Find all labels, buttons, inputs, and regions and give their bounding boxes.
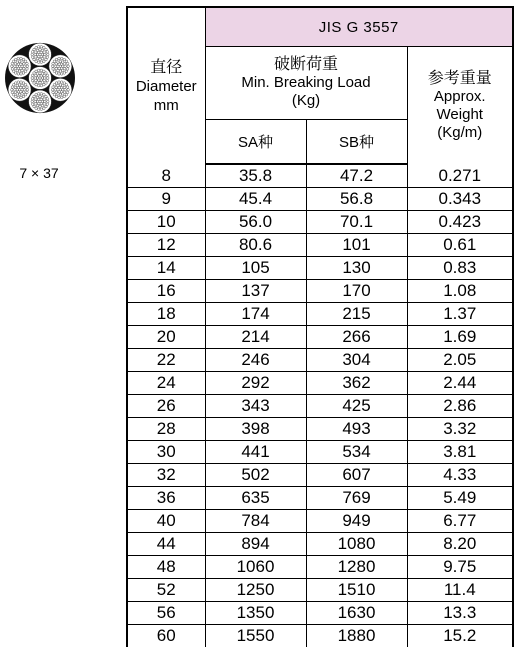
sa-load-cell: 246	[205, 349, 306, 372]
breaking-load-header-en: Min. Breaking Load	[241, 74, 371, 91]
diameter-cell: 20	[127, 326, 205, 349]
weight-cell: 1.37	[407, 303, 513, 326]
diameter-cell: 18	[127, 303, 205, 326]
weight-cell: 2.44	[407, 372, 513, 395]
sa-load-cell: 441	[205, 441, 306, 464]
weight-header-en1: Approx.	[433, 87, 486, 105]
sa-load-cell: 784	[205, 510, 306, 533]
table-row	[127, 510, 513, 533]
table-row	[127, 280, 513, 303]
sb-load-cell: 170	[306, 280, 407, 303]
diameter-cell: 48	[127, 556, 205, 579]
sa-grade-header: SA种	[205, 120, 306, 165]
weight-header	[407, 47, 513, 165]
diameter-cell: 30	[127, 441, 205, 464]
weight-cell: 1.69	[407, 326, 513, 349]
table-row	[127, 625, 513, 648]
table-row	[127, 326, 513, 349]
sb-load-cell: 1880	[306, 625, 407, 648]
sb-load-cell: 362	[306, 372, 407, 395]
diameter-cell: 36	[127, 487, 205, 510]
rope-construction-label: 7 × 37	[19, 165, 59, 181]
sa-load-cell: 80.6	[205, 234, 306, 257]
sb-load-cell: 130	[306, 257, 407, 280]
sb-load-cell: 493	[306, 418, 407, 441]
table-row	[127, 602, 513, 625]
sa-load-cell: 894	[205, 533, 306, 556]
diameter-cell: 22	[127, 349, 205, 372]
sb-load-cell: 304	[306, 349, 407, 372]
standard-header: JIS G 3557	[205, 7, 513, 47]
sa-load-cell: 1060	[205, 556, 306, 579]
table-row	[127, 579, 513, 602]
weight-cell: 9.75	[407, 556, 513, 579]
sa-load-cell: 1250	[205, 579, 306, 602]
sa-load-cell: 56.0	[205, 211, 306, 234]
table-row	[127, 211, 513, 234]
weight-cell: 8.20	[407, 533, 513, 556]
diameter-cell: 16	[127, 280, 205, 303]
sb-load-cell: 101	[306, 234, 407, 257]
sb-load-cell: 607	[306, 464, 407, 487]
table-row	[127, 164, 513, 188]
weight-cell: 1.08	[407, 280, 513, 303]
spec-table	[126, 6, 514, 647]
diameter-cell: 52	[127, 579, 205, 602]
rope-cross-section	[0, 40, 78, 181]
diameter-header-cn: 直径	[150, 58, 183, 76]
table-row	[127, 257, 513, 280]
diameter-cell: 56	[127, 602, 205, 625]
weight-header-en2: Weight	[436, 105, 483, 123]
weight-cell: 0.61	[407, 234, 513, 257]
table-row	[127, 441, 513, 464]
weight-cell: 13.3	[407, 602, 513, 625]
sa-load-cell: 502	[205, 464, 306, 487]
diameter-cell: 40	[127, 510, 205, 533]
weight-cell: 0.271	[407, 164, 513, 188]
breaking-load-header-unit: (Kg)	[291, 92, 321, 109]
table-row	[127, 188, 513, 211]
diameter-cell: 44	[127, 533, 205, 556]
sb-load-cell: 1080	[306, 533, 407, 556]
sb-load-cell: 534	[306, 441, 407, 464]
diameter-cell: 60	[127, 625, 205, 648]
weight-cell: 4.33	[407, 464, 513, 487]
weight-cell: 5.49	[407, 487, 513, 510]
weight-cell: 2.86	[407, 395, 513, 418]
diameter-cell: 10	[127, 211, 205, 234]
spec-table-body	[127, 164, 513, 647]
sa-load-cell: 105	[205, 257, 306, 280]
table-row	[127, 556, 513, 579]
weight-cell: 11.4	[407, 579, 513, 602]
sb-load-cell: 266	[306, 326, 407, 349]
table-row	[127, 349, 513, 372]
sa-load-cell: 1350	[205, 602, 306, 625]
diameter-cell: 9	[127, 188, 205, 211]
sb-grade-header: SB种	[306, 120, 407, 165]
table-row	[127, 303, 513, 326]
diameter-header-en: Diameter	[135, 77, 197, 95]
table-row	[127, 464, 513, 487]
sa-load-cell: 174	[205, 303, 306, 326]
weight-header-unit: (Kg/m)	[437, 123, 483, 141]
weight-cell: 3.32	[407, 418, 513, 441]
diameter-cell: 12	[127, 234, 205, 257]
sb-load-cell: 1510	[306, 579, 407, 602]
weight-cell: 3.81	[407, 441, 513, 464]
sb-load-cell: 215	[306, 303, 407, 326]
weight-cell: 2.05	[407, 349, 513, 372]
sb-load-cell: 769	[306, 487, 407, 510]
sa-load-cell: 343	[205, 395, 306, 418]
diameter-cell: 28	[127, 418, 205, 441]
diameter-cell: 14	[127, 257, 205, 280]
weight-cell: 0.343	[407, 188, 513, 211]
diameter-header	[127, 7, 205, 164]
sa-load-cell: 214	[205, 326, 306, 349]
weight-header-cn: 参考重量	[427, 69, 492, 87]
weight-cell: 6.77	[407, 510, 513, 533]
sb-load-cell: 47.2	[306, 164, 407, 188]
sb-load-cell: 425	[306, 395, 407, 418]
weight-cell: 0.423	[407, 211, 513, 234]
table-row	[127, 395, 513, 418]
sa-load-cell: 45.4	[205, 188, 306, 211]
diameter-header-unit: mm	[153, 96, 179, 114]
sa-load-cell: 35.8	[205, 164, 306, 188]
weight-cell: 15.2	[407, 625, 513, 648]
sb-load-cell: 1280	[306, 556, 407, 579]
breaking-load-header-cn: 破断荷重	[273, 56, 338, 73]
table-row	[127, 234, 513, 257]
diameter-cell: 24	[127, 372, 205, 395]
table-row	[127, 533, 513, 556]
sa-load-cell: 137	[205, 280, 306, 303]
sa-load-cell: 398	[205, 418, 306, 441]
table-row	[127, 487, 513, 510]
sa-load-cell: 292	[205, 372, 306, 395]
sb-load-cell: 1630	[306, 602, 407, 625]
sb-load-cell: 949	[306, 510, 407, 533]
table-row	[127, 372, 513, 395]
breaking-load-header	[205, 47, 407, 120]
weight-cell: 0.83	[407, 257, 513, 280]
sa-load-cell: 635	[205, 487, 306, 510]
diameter-cell: 32	[127, 464, 205, 487]
diameter-cell: 8	[127, 164, 205, 188]
diameter-cell: 26	[127, 395, 205, 418]
table-row	[127, 418, 513, 441]
sb-load-cell: 56.8	[306, 188, 407, 211]
sa-load-cell: 1550	[205, 625, 306, 648]
sb-load-cell: 70.1	[306, 211, 407, 234]
rope-cross-section-icon	[2, 40, 78, 116]
